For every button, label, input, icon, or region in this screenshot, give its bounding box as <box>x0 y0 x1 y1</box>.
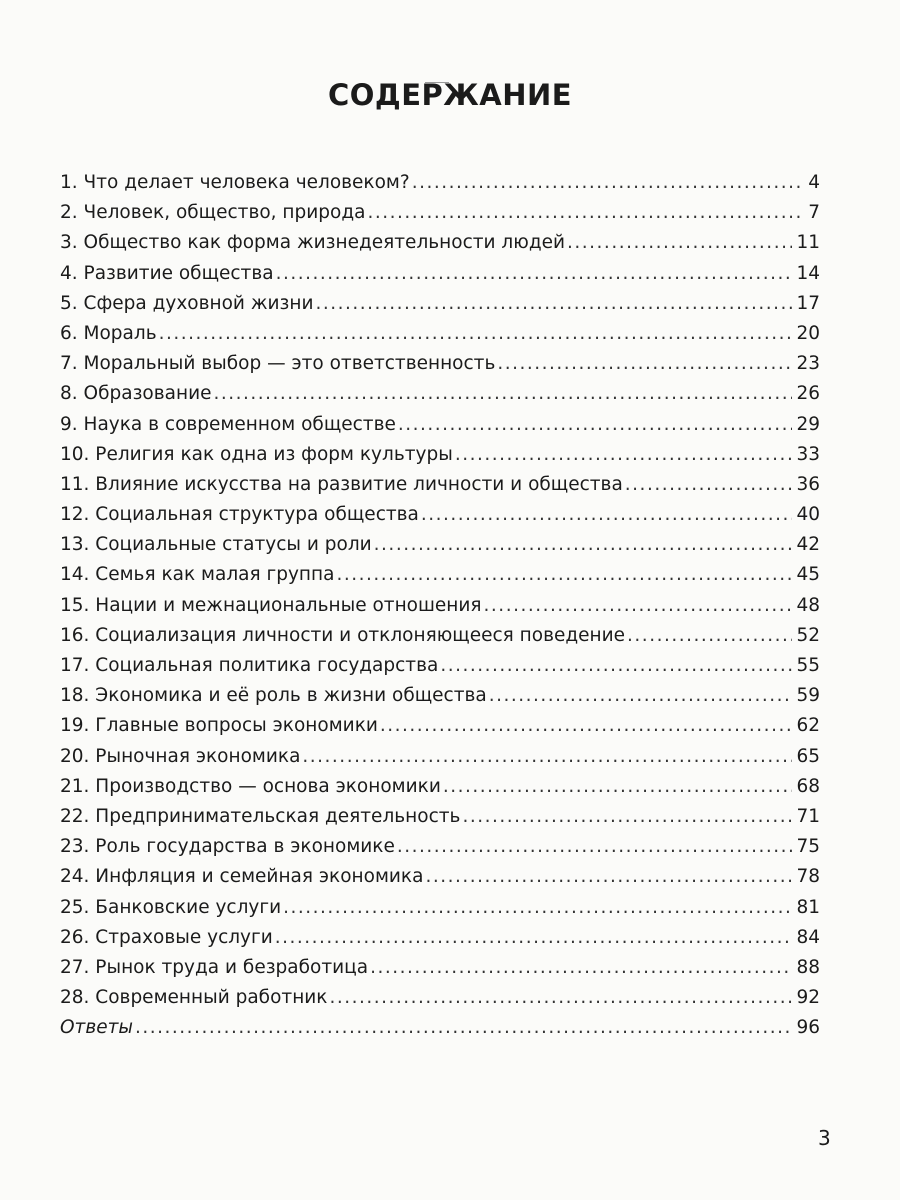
dot-leader <box>276 263 793 284</box>
toc-entry-page: 68 <box>796 775 820 797</box>
toc-entry <box>60 1017 820 1047</box>
toc-entry-page: 26 <box>796 383 820 405</box>
toc-entry <box>60 836 820 866</box>
toc-entry <box>60 987 820 1017</box>
table-of-contents <box>60 172 820 1047</box>
toc-entry-title: 3. Общество как форма жизнедеятельности людей <box>60 232 566 254</box>
toc-entry-title: 21. Производство — основа экономики <box>60 775 441 797</box>
dot-leader <box>425 866 792 887</box>
dot-leader <box>443 776 793 797</box>
toc-entry-page: 59 <box>796 685 820 707</box>
dot-leader <box>455 444 793 465</box>
toc-entry <box>60 595 820 625</box>
toc-entry-title: 2. Человек, общество, природа <box>60 202 366 224</box>
page-title: СОДЕРЖАНИЕ <box>327 78 573 112</box>
dot-leader <box>159 323 793 344</box>
toc-entry-title: 7. Моральный выбор — это ответственность <box>60 353 496 375</box>
toc-entry <box>60 957 820 987</box>
toc-entry-title: 14. Семья как малая группа <box>60 564 335 586</box>
toc-entry-title: Ответы <box>60 1017 134 1039</box>
toc-entry-title: 28. Современный работник <box>60 987 328 1009</box>
toc-entry-title: 5. Сфера духовной жизни <box>60 292 314 314</box>
dot-leader <box>398 414 793 435</box>
toc-entry <box>60 414 820 444</box>
toc-entry-page: 14 <box>796 262 820 284</box>
toc-entry-page: 33 <box>796 443 820 465</box>
toc-entry-page: 71 <box>796 805 820 827</box>
dot-leader <box>336 564 792 585</box>
toc-entry-page: 92 <box>796 987 820 1009</box>
toc-entry <box>60 685 820 715</box>
dot-leader <box>283 897 792 918</box>
dot-leader <box>302 746 792 767</box>
toc-entry-title: 24. Инфляция и семейная экономика <box>60 866 424 888</box>
dot-leader <box>567 232 792 253</box>
toc-entry <box>60 383 820 413</box>
dot-leader <box>397 836 793 857</box>
toc-entry <box>60 625 820 655</box>
toc-entry-page: 84 <box>796 926 820 948</box>
toc-entry-title: 10. Религия как одна из форм культуры <box>60 443 453 465</box>
toc-entry-title: 15. Нации и межнациональные отношения <box>60 594 482 616</box>
dot-leader <box>135 1017 792 1038</box>
toc-entry-page: 52 <box>796 624 820 646</box>
dot-leader <box>625 474 793 495</box>
toc-entry-page: 40 <box>796 504 820 526</box>
toc-entry-page: 17 <box>796 292 820 314</box>
toc-entry-page: 55 <box>796 655 820 676</box>
toc-entry-page: 7 <box>808 202 820 224</box>
dot-leader <box>627 625 792 646</box>
dot-leader <box>374 534 793 555</box>
toc-entry <box>60 534 820 564</box>
toc-entry-title: 8. Образование <box>60 383 212 405</box>
toc-entry <box>60 866 820 896</box>
toc-entry <box>60 715 820 745</box>
toc-entry-page: 62 <box>796 715 820 737</box>
dot-leader <box>275 927 793 948</box>
toc-entry-page: 36 <box>796 473 820 495</box>
toc-entry <box>60 806 820 836</box>
toc-entry-title: 22. Предпринимательская деятельность <box>60 805 461 827</box>
dot-leader <box>315 293 792 314</box>
toc-entry-title: 6. Мораль <box>60 322 157 344</box>
toc-entry-title: 9. Наука в современном обществе <box>60 413 396 435</box>
toc-entry-page: 11 <box>796 232 820 254</box>
toc-entry <box>60 776 820 806</box>
dot-leader <box>329 987 792 1008</box>
toc-entry-title: 23. Роль государства в экономике <box>60 836 395 858</box>
toc-entry <box>60 655 820 685</box>
dot-leader <box>462 806 792 827</box>
toc-entry-page: 96 <box>796 1017 820 1039</box>
toc-entry-page: 81 <box>796 896 820 918</box>
toc-entry <box>60 232 820 262</box>
toc-entry-page: 23 <box>796 353 820 375</box>
toc-entry <box>60 474 820 504</box>
toc-entry-title: 19. Главные вопросы экономики <box>60 715 378 737</box>
toc-entry-page: 78 <box>796 866 820 888</box>
toc-entry <box>60 897 820 927</box>
toc-entry <box>60 293 820 323</box>
toc-entry <box>60 504 820 534</box>
toc-entry <box>60 746 820 776</box>
toc-entry-title: 18. Экономика и её роль в жизни общества <box>60 685 487 707</box>
toc-entry-title: 4. Развитие общества <box>60 262 274 284</box>
toc-entry-title: 26. Страховые услуги <box>60 926 273 948</box>
dot-leader <box>421 504 793 525</box>
toc-entry <box>60 172 820 202</box>
toc-entry-page: 4 <box>808 172 820 193</box>
toc-entry-title: 17. Социальная политика государства <box>60 655 439 676</box>
toc-entry <box>60 564 820 594</box>
dot-leader <box>370 957 792 978</box>
toc-entry-title: 16. Социализация личности и отклоняющееся поведение <box>60 624 626 646</box>
toc-entry-page: 45 <box>796 564 820 586</box>
toc-entry-title: 13. Социальные статусы и роли <box>60 534 372 556</box>
dot-leader <box>440 655 792 676</box>
toc-entry <box>60 263 820 293</box>
toc-entry-title: 12. Социальная структура общества <box>60 504 419 526</box>
toc-entry-page: 20 <box>796 322 820 344</box>
toc-entry-page: 88 <box>796 956 820 978</box>
toc-entry <box>60 323 820 353</box>
toc-entry-page: 48 <box>796 594 820 616</box>
dot-leader <box>213 383 792 404</box>
dot-leader <box>412 172 805 193</box>
dot-leader <box>380 715 793 736</box>
toc-entry <box>60 927 820 957</box>
toc-entry-title: 25. Банковские услуги <box>60 896 282 918</box>
toc-entry <box>60 444 820 474</box>
dot-leader <box>367 202 804 223</box>
toc-entry-page: 75 <box>796 836 820 858</box>
toc-entry-title: 1. Что делает человека человеком? <box>60 172 410 193</box>
toc-entry-page: 42 <box>796 534 820 556</box>
toc-entry-title: 11. Влияние искусства на развитие личности и общества <box>60 473 623 495</box>
page-number: 3 <box>818 1126 831 1150</box>
dot-leader <box>484 595 793 616</box>
toc-entry-title: 27. Рынок труда и безработица <box>60 956 369 978</box>
dot-leader <box>489 685 793 706</box>
toc-entry-page: 65 <box>796 745 820 767</box>
dot-leader <box>497 353 792 374</box>
toc-entry-title: 20. Рыночная экономика <box>60 745 301 767</box>
toc-entry-page: 29 <box>796 413 820 435</box>
toc-entry <box>60 202 820 232</box>
toc-entry <box>60 353 820 383</box>
